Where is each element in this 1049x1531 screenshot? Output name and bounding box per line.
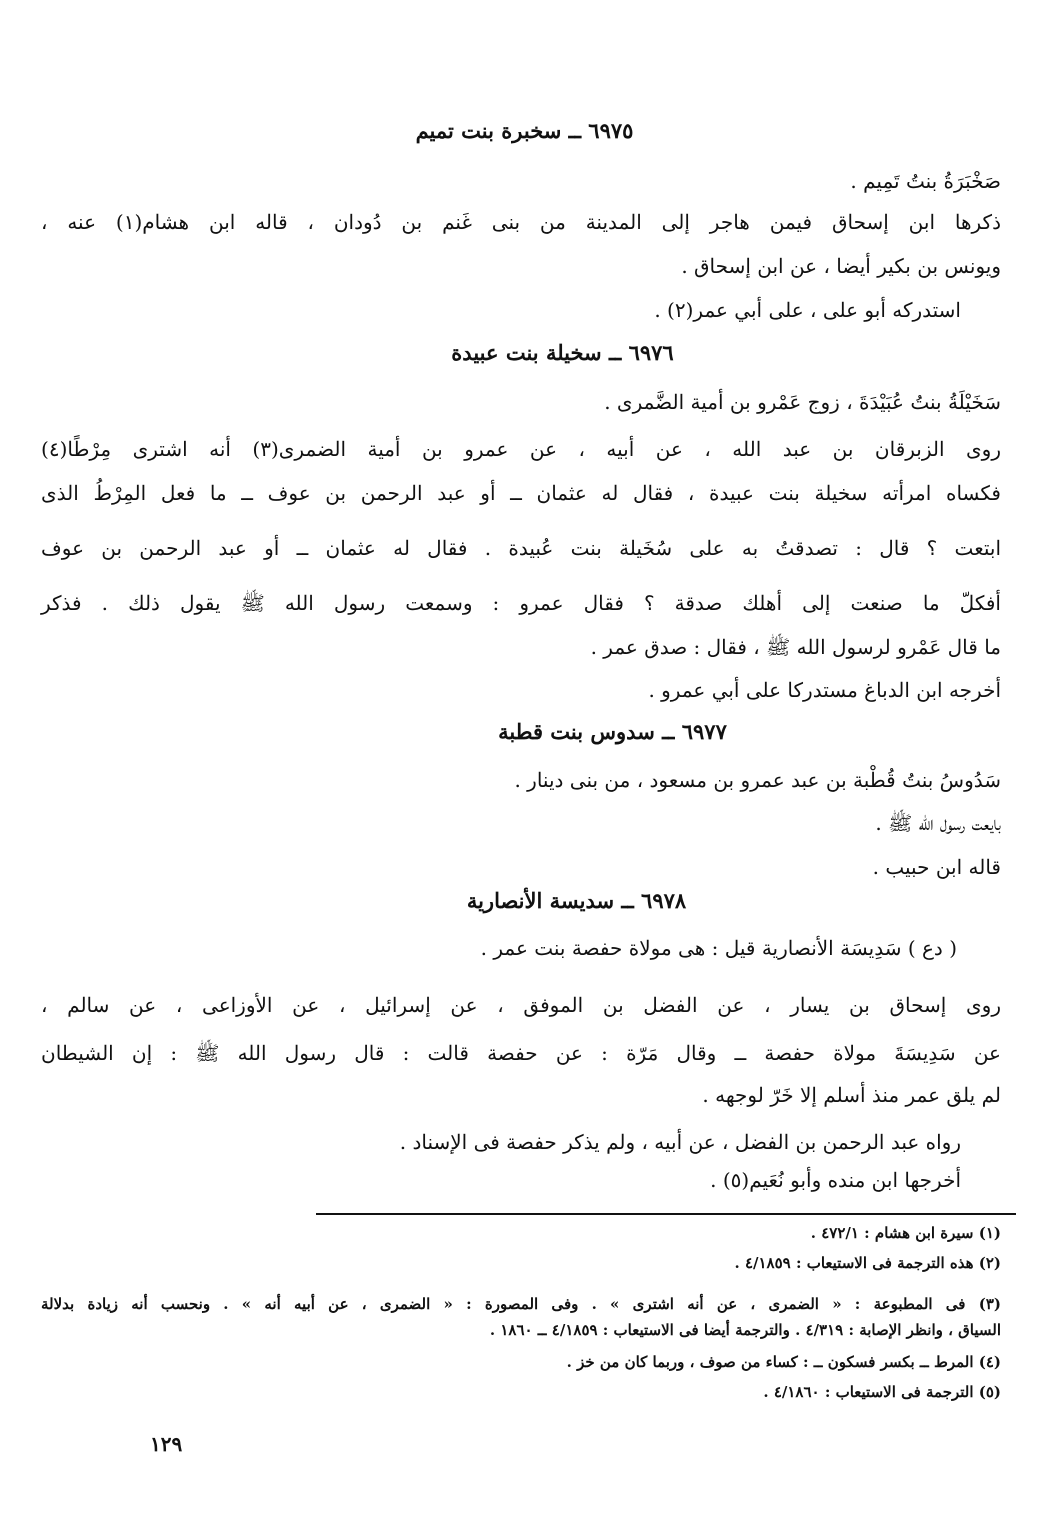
footnote: (١) سيرة ابن هشام : ٤٧٢/١ . [810, 1224, 1001, 1242]
footnote: (٤) المرط ــ بكسر فسكون ــ : كساء من صوف ، وربما كان من خز . [566, 1353, 1001, 1371]
body-line: لم يلق عمر منذ أسلم إلا خَرّ لوجهه . [702, 1083, 1001, 1107]
body-line: ابتعت ؟ قال : تصدقتُ به على سُخَيلة بنت عُبيدة . فقال له عثمان ــ أو عبد الرحمن بن عوف [41, 536, 1001, 560]
footnote: (٣) فى المطبوعة : « الضمرى ، عن أنه اشترى » . وفى المصورة : « الضمرى ، عن أبيه أنه » . ونحسب أنه زيادة بدلالة [41, 1295, 1001, 1313]
body-line: قاله ابن حبيب . [872, 855, 1001, 879]
entry-name-line: سَدُوسُ بنتُ قُطْبة بن عبد عمرو بن مسعود ، من بنى دينار . [514, 768, 1001, 792]
body-line: ويونس بن بكير أيضا ، عن ابن إسحاق . [681, 254, 1001, 278]
body-line: ذكرها ابن إسحاق فيمن هاجر إلى المدينة من بنى غَنم بن دُودان ، قاله ابن هشام(١) عنه ، [41, 210, 1001, 234]
entry-heading: ٦٩٧٧ ــ سدوس بنت قطبة [498, 719, 727, 744]
body-line: ما قال عَمْرو لرسول الله ﷺ ، فقال : صدق عمر . [590, 635, 1001, 659]
page-number: ١٢٩ [150, 1432, 183, 1456]
body-line: أخرجه ابن الدباغ مستدركا على أبي عمرو . [648, 678, 1001, 702]
body-line: عن سَدِيسَةَ مولاة حفصة ــ وقال مَرّة : عن حفصة قالت : قال رسول الله ﷺ : إن الشيطان [41, 1041, 1001, 1065]
body-line: فكساه امرأته سخيلة بنت عبيدة ، فقال له عثمان ــ أو عبد الرحمن بن عوف ــ ما فعل المِرْطُ الذى [41, 481, 1001, 505]
body-line: أفكلّ ما صنعت إلى أهلك صدقة ؟ فقال عمرو : وسمعت رسول الله ﷺ يقول ذلك . فذكر [41, 591, 1001, 615]
entry-heading: ٦٩٧٥ ــ سخبرة بنت تميم [415, 118, 634, 143]
body-line: روى إسحاق بن يسار ، عن الفضل بن الموفق ، عن إسرائيل ، عن الأوزاعى ، عن سالم ، [41, 993, 1001, 1017]
body-line: رواه عبد الرحمن بن الفضل ، عن أبيه ، ولم يذكر حفصة فى الإسناد . [399, 1130, 961, 1154]
footnote: (٥) الترجمة فى الاستيعاب : ٤/١٨٦٠ . [763, 1383, 1001, 1401]
body-line: استدركه أبو على ، على أبي عمر(٢) . [654, 298, 961, 322]
entry-heading: ٦٩٧٨ ــ سديسة الأنصارية [466, 888, 687, 913]
entry-name-line: صَخْبَرَةُ بنتُ تَمِيم . [850, 169, 1001, 193]
body-line: أخرجها ابن منده وأبو نُعَيم(٥) . [710, 1168, 961, 1192]
entry-name-line: سَخَيْلَةُ بنتُ عُبَيْدَةَ ، زوج عَمْرو بن أمية الضَّمرى . [604, 390, 1001, 414]
footnote: السياق ، وانظر الإصابة : ٤/٣١٩ . والترجمة أيضا فى الاستيعاب : ٤/١٨٥٩ ــ ١٨٦٠ . [489, 1321, 1001, 1339]
entry-name-line: ( دع ) سَدِيسَة الأنصارية قيل : هى مولاة حفصة بنت عمر . [480, 936, 957, 960]
entry-heading: ٦٩٧٦ ــ سخيلة بنت عبيدة [451, 340, 674, 365]
footnote: (٢) هذه الترجمة فى الاستيعاب : ٤/١٨٥٩ . [734, 1254, 1001, 1272]
body-line: بايعت رسول الله ﷺ . [875, 811, 1001, 835]
body-line: روى الزبرقان بن عبد الله ، عن أبيه ، عن عمرو بن أمية الضمرى(٣) أنه اشترى مِرْطًا(٤) [41, 437, 1001, 461]
footnote-separator [316, 1213, 1016, 1215]
